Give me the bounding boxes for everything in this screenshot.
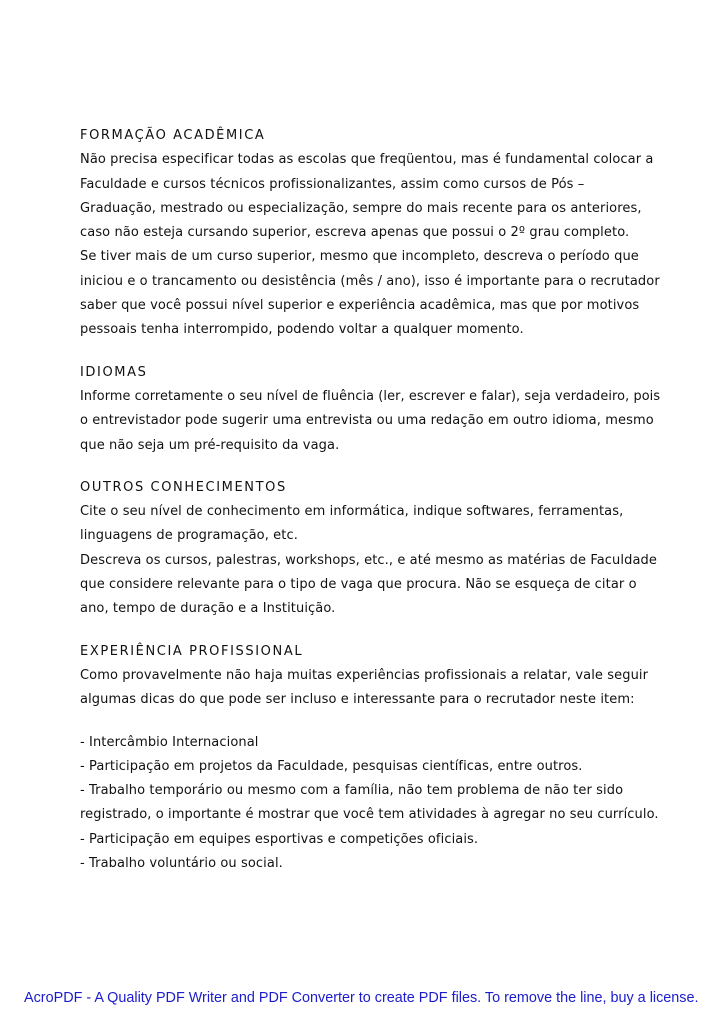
paragraph-line: saber que você possui nível superior e experiência acadêmica, mas que por motivos — [80, 298, 640, 314]
list-item: - Intercâmbio Internacional — [80, 734, 259, 750]
paragraph-line: Faculdade e cursos técnicos profissionalizantes, assim como cursos de Pós – — [80, 176, 585, 192]
paragraph-line: Graduação, mestrado ou especialização, sempre do mais recente para os anteriores, — [80, 200, 642, 216]
section-formacao-academica — [80, 124, 660, 343]
list-item: - Trabalho voluntário ou social. — [80, 856, 283, 872]
list-spacer — [80, 713, 660, 731]
paragraph-line: Cite o seu nível de conhecimento em informática, indique softwares, ferramentas, — [80, 504, 624, 520]
paragraph-line: Informe corretamente o seu nível de fluência (ler, escrever e falar), seja verdadeiro, pois — [80, 388, 661, 404]
paragraph-line: Não precisa especificar todas as escolas que freqüentou, mas é fundamental colocar a — [80, 152, 654, 168]
list-item: - Trabalho temporário ou mesmo com a família, não tem problema de não ter sido — [80, 783, 624, 799]
section-idiomas — [80, 361, 660, 458]
section-heading: IDIOMAS — [80, 364, 148, 380]
section-spacer — [80, 622, 660, 640]
paragraph-line: o entrevistador pode sugerir uma entrevista ou uma redação em outro idioma, mesmo — [80, 413, 654, 429]
paragraph-line: linguagens de programação, etc. — [80, 528, 298, 544]
paragraph-line: pessoais tenha interrompido, podendo voltar a qualquer momento. — [80, 322, 524, 338]
paragraph-line: Como provavelmente não haja muitas experiências profissionais a relatar, vale seguir — [80, 667, 649, 683]
list-item: registrado, o importante é mostrar que você tem atividades à agregar no seu currículo. — [80, 807, 659, 823]
section-heading: OUTROS CONHECIMENTOS — [80, 479, 287, 495]
section-spacer — [80, 458, 660, 476]
section-heading: EXPERIÊNCIA PROFISSIONAL — [80, 643, 304, 659]
paragraph-line: que não seja um pré-requisito da vaga. — [80, 437, 340, 453]
paragraph-line: Descreva os cursos, palestras, workshops, etc., e até mesmo as matérias de Faculdade — [80, 552, 657, 568]
paragraph-line: caso não esteja cursando superior, escreva apenas que possui o 2º grau completo. — [80, 225, 630, 241]
acropdf-watermark-link[interactable]: AcroPDF - A Quality PDF Writer and PDF Converter to create PDF files. To remove the line, buy a license. — [24, 990, 699, 1006]
section-outros-conhecimentos — [80, 476, 660, 622]
document-page — [80, 124, 660, 876]
paragraph-line: ano, tempo de duração e a Instituição. — [80, 601, 336, 617]
list-item: - Participação em equipes esportivas e competições oficiais. — [80, 831, 479, 847]
paragraph-line: que considere relevante para o tipo de vaga que procura. Não se esqueça de citar o — [80, 577, 637, 593]
paragraph-line: algumas dicas do que pode ser incluso e interessante para o recrutador neste item: — [80, 692, 635, 708]
list-item: - Participação em projetos da Faculdade, pesquisas científicas, entre outros. — [80, 758, 583, 774]
paragraph-line: Se tiver mais de um curso superior, mesmo que incompleto, descreva o período que — [80, 249, 639, 265]
section-heading: FORMAÇÃO ACADÊMICA — [80, 128, 266, 143]
paragraph-line: iniciou e o trancamento ou desistência (mês / ano), isso é importante para o recrutador — [80, 273, 660, 289]
section-experiencia-profissional — [80, 640, 660, 877]
section-spacer — [80, 343, 660, 361]
